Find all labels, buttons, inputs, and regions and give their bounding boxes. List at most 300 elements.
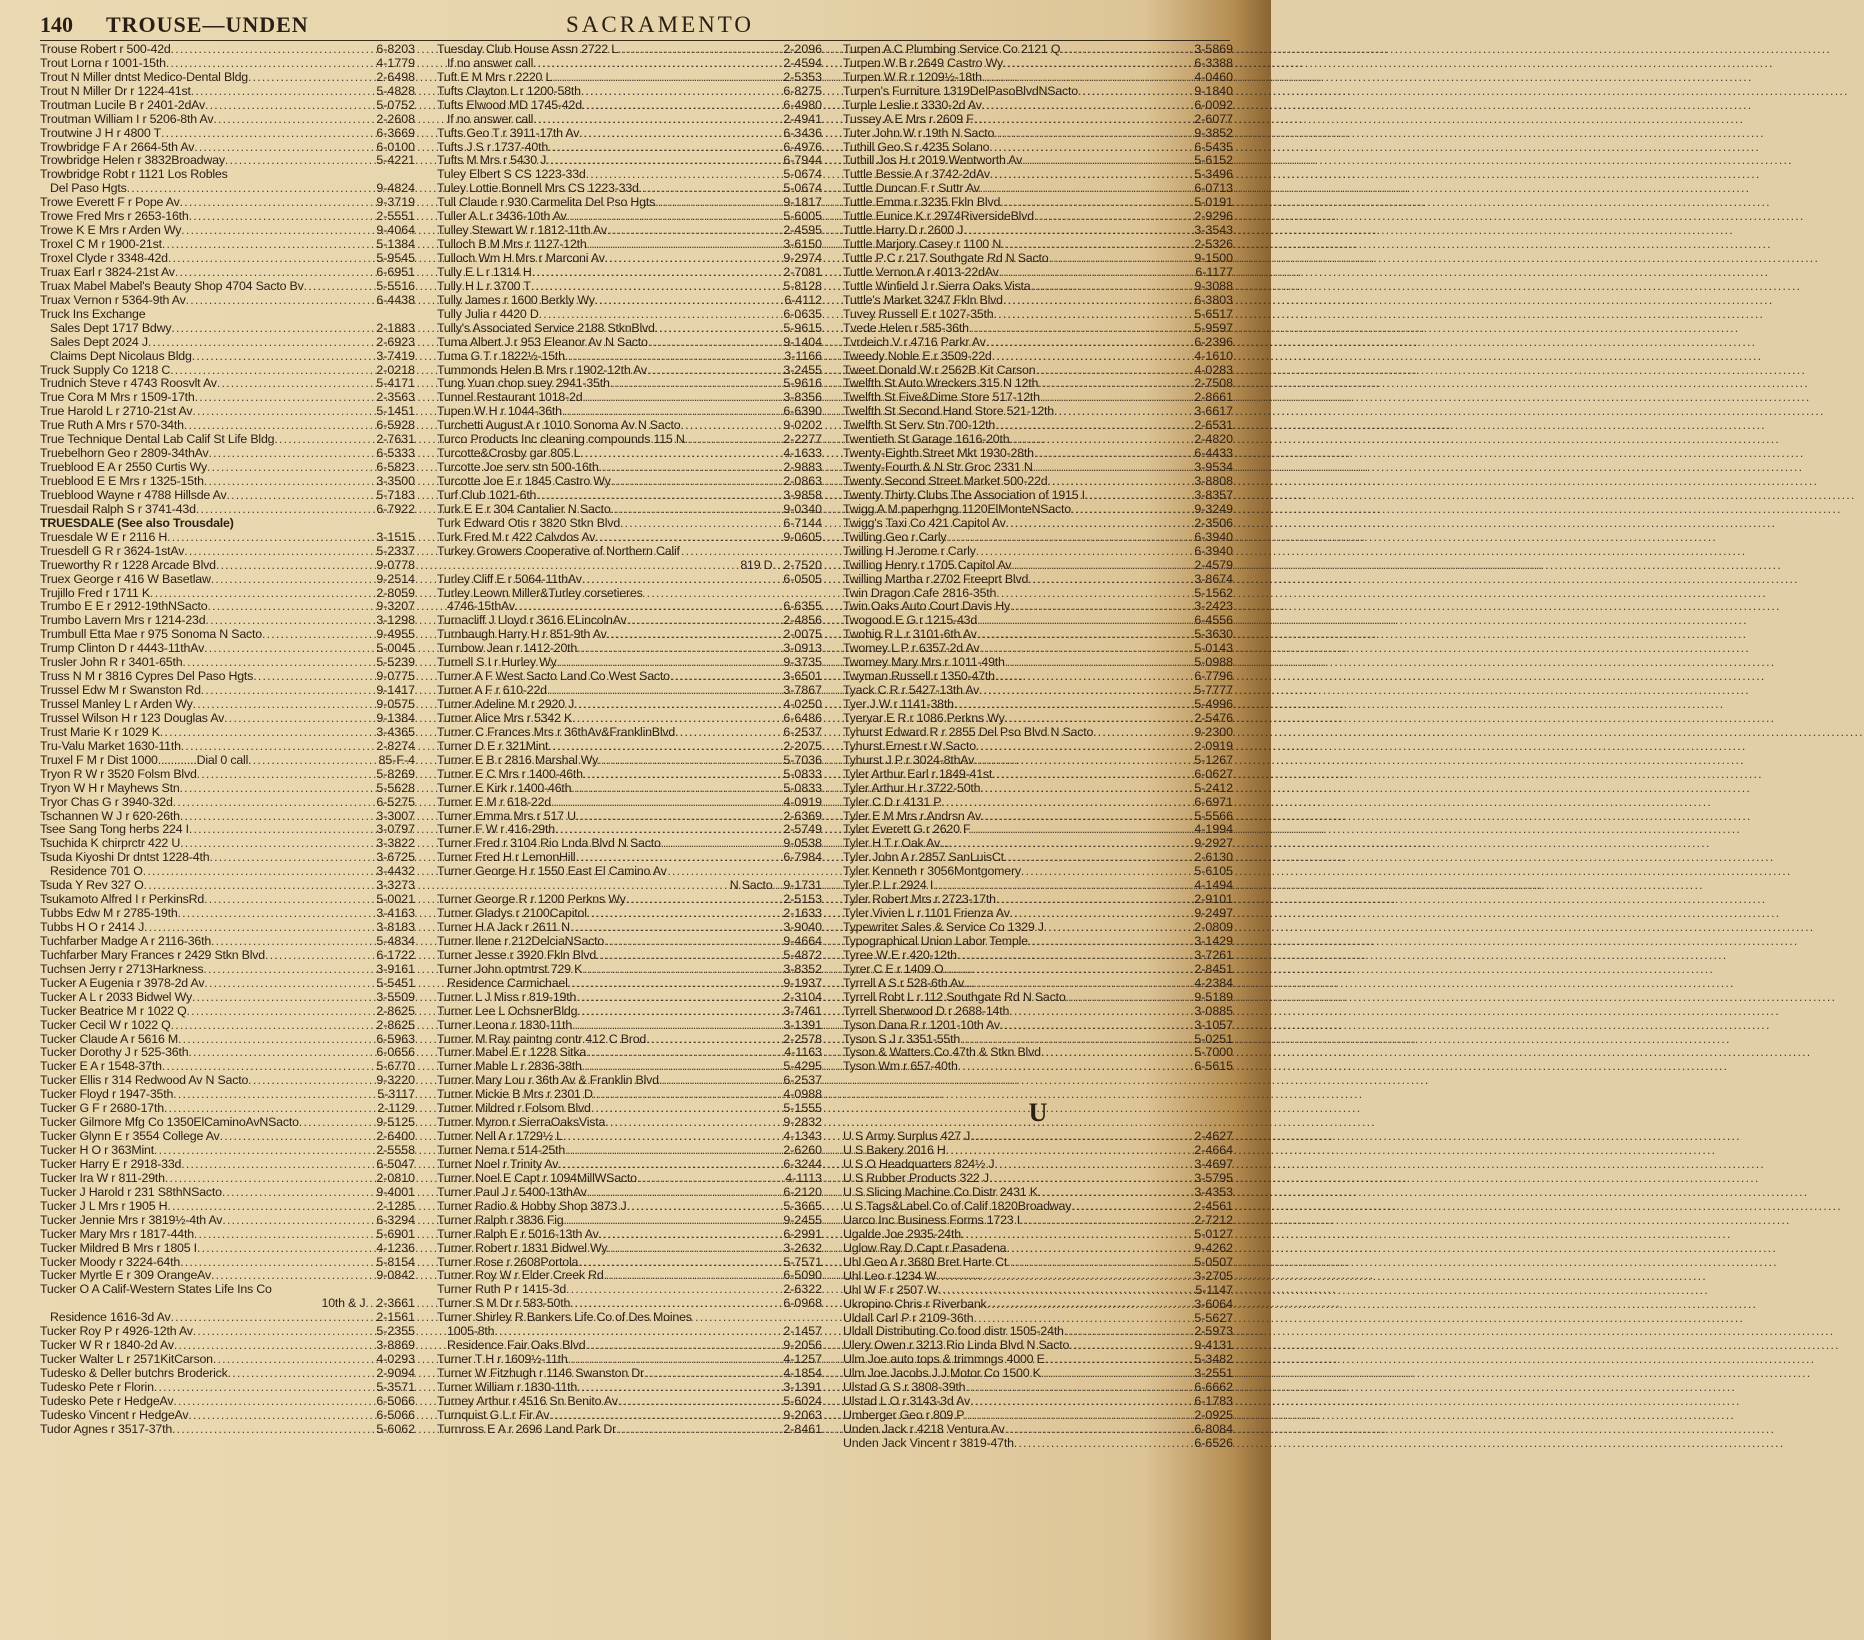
- listing-name: Ulstad L O r 3143-3d Av: [843, 1394, 970, 1409]
- phone-number: 2-5326: [1194, 237, 1233, 252]
- leader-dots: [187, 1005, 376, 1019]
- phone-number: 2-3563: [376, 390, 415, 405]
- listing-entry: [437, 684, 822, 698]
- phone-number: 5-0143: [1194, 641, 1233, 656]
- listing-entry: [40, 977, 415, 991]
- phone-number: 6-7984: [783, 850, 822, 865]
- leader-dots: [539, 308, 783, 322]
- leader-dots: [193, 698, 376, 712]
- column-2: [437, 43, 822, 1437]
- listing-name: Tryon R W r 3520 Folsm Blvd: [40, 766, 197, 781]
- listing-name: Tufts J S r 1737-40th: [437, 139, 549, 154]
- listing-name: Tufts Clayton L r 1200-58th: [437, 83, 581, 98]
- listing-entry: [843, 893, 1233, 907]
- listing-entry: [437, 57, 822, 71]
- listing-name: Twilling Henry r 1705 Capitol Av: [843, 557, 1012, 572]
- listing-name: Turner F W r 416-29th: [437, 822, 555, 837]
- leader-dots: [216, 559, 376, 573]
- listing-entry: [40, 322, 415, 336]
- listing-entry: [437, 378, 822, 392]
- listing-entry: [843, 336, 1233, 350]
- leader-dots: [248, 1074, 375, 1088]
- leader-dots: [661, 837, 783, 851]
- listing-name: Turnbaugh Harry H r 851-9th Av: [437, 627, 607, 642]
- phone-number: 3-8869: [376, 1338, 415, 1353]
- listing-entry: [843, 391, 1233, 405]
- listing-name: Umberger Geo r 809 P: [843, 1408, 965, 1423]
- listing-entry: [843, 824, 1233, 838]
- listing-entry: [843, 726, 1233, 740]
- leader-dots: [772, 879, 782, 893]
- leader-dots: [150, 587, 375, 601]
- phone-number: 2-2608: [376, 111, 415, 126]
- listing-name: Unden Jack r 4218 Ventura Av: [843, 1422, 1005, 1437]
- listing-name: Tyler C D r 4131 P: [843, 794, 942, 809]
- leader-dots: [996, 587, 1193, 601]
- leader-dots: [1007, 1256, 1193, 1270]
- leader-dots: [626, 1200, 782, 1214]
- leader-dots: [1014, 1437, 1194, 1451]
- listing-entry: [843, 810, 1233, 824]
- listing-entry: [843, 1186, 1233, 1200]
- listing-name: U S Bakery 2016 H: [843, 1143, 946, 1158]
- phone-number: 3-4163: [376, 906, 415, 921]
- listing-name: Tudesko Pete r HedgeAv: [40, 1393, 174, 1408]
- phone-number: 6-6355: [783, 599, 822, 614]
- leader-dots: [556, 656, 782, 670]
- listing-entry: [843, 698, 1233, 712]
- listing-entry: [437, 865, 822, 879]
- listing-name: Tucker Beatrice M r 1022 Q: [40, 1003, 187, 1018]
- listing-entry: [40, 364, 415, 378]
- listing-entry: [843, 656, 1233, 670]
- leader-dots: [973, 1312, 1193, 1326]
- phone-number: 2-1883: [376, 320, 415, 335]
- leader-dots: [555, 823, 782, 837]
- leader-dots: [213, 113, 375, 127]
- listing-entry: [40, 810, 415, 824]
- listing-entry: [437, 963, 822, 977]
- listing-entry: [40, 1158, 415, 1172]
- phone-number: 5-6770: [376, 1059, 415, 1074]
- listing-entry: [843, 1060, 1233, 1074]
- phone-number: 9-4664: [783, 933, 822, 948]
- phone-number: 6-5823: [376, 460, 415, 475]
- leader-dots: [565, 350, 784, 364]
- listing-entry: [843, 601, 1233, 615]
- listing-entry: [843, 573, 1233, 587]
- phone-number: 5-6517: [1194, 306, 1233, 321]
- listing-name: Tucker A L r 2033 Bidwel Wy: [40, 989, 192, 1004]
- listing-name: Tyack C R r 5427-13th Av: [843, 683, 980, 698]
- leader-dots: [577, 1381, 782, 1395]
- phone-number: 6-0656: [376, 1045, 415, 1060]
- leader-dots: [1022, 154, 1193, 168]
- leader-dots: [180, 782, 376, 796]
- phone-number: 5-8269: [376, 766, 415, 781]
- listing-name: Tully James r 1600 Berkly Wy: [437, 292, 595, 307]
- leader-dots: [574, 698, 782, 712]
- phone-number: 3-1515: [376, 529, 415, 544]
- listing-name: Uldall Distributing Co food distr 1505-24th: [843, 1324, 1064, 1339]
- listing-name: Turner Noel r Trinity Av: [437, 1156, 559, 1171]
- listing-name: Tucker Walter L r 2571KitCarson: [40, 1352, 213, 1367]
- leader-dots: [990, 168, 1194, 182]
- listing-entry: [843, 712, 1233, 726]
- phone-number: 5-0507: [1194, 1254, 1233, 1269]
- leader-dots: [203, 963, 375, 977]
- listing-entry: [40, 754, 415, 768]
- leader-dots: [964, 1409, 1193, 1423]
- listing-name: Turner W Fitzhugh r 1146 Swanston Dr: [437, 1366, 644, 1381]
- phone-number: 3-4353: [1194, 1185, 1233, 1200]
- listing-entry: [437, 1116, 822, 1130]
- listing-name: Trout Lorna r 1001-15th: [40, 55, 166, 70]
- phone-number: 5-8154: [376, 1254, 415, 1269]
- phone-number: 85-F-4: [378, 752, 415, 767]
- listing-name: Turner Noel E Capt r 1094MillWSacto: [437, 1170, 637, 1185]
- listing-entry: [437, 754, 822, 768]
- listing-name: Turner Ralph E r 5016-13th Av: [437, 1226, 599, 1241]
- leader-dots: [1020, 1214, 1193, 1228]
- leader-dots: [571, 782, 782, 796]
- phone-number: 3-9161: [376, 961, 415, 976]
- phone-number: 3-1391: [783, 1379, 822, 1394]
- listing-name: Trouse Robert r 500-42d: [40, 41, 171, 56]
- listing-name: Tudor Agnes r 3517-37th: [40, 1421, 173, 1436]
- listing-name: Trout N Miller Dr r 1224-41st: [40, 83, 191, 98]
- listing-entry: [40, 824, 415, 838]
- listing-entry: [437, 907, 822, 921]
- phone-number: 6-8203: [376, 41, 415, 56]
- leader-dots: [204, 977, 375, 991]
- phone-number: 3-2551: [1194, 1366, 1233, 1381]
- phone-number: 5-0752: [376, 97, 415, 112]
- phone-number: 5-2355: [376, 1324, 415, 1339]
- leader-dots: [620, 517, 782, 531]
- leader-dots: [205, 99, 375, 113]
- listing-name: Trumbull Etta Mae r 975 Sonoma N Sacto: [40, 627, 262, 642]
- listing-name: Twin Oaks Auto Court Davis Hy: [843, 599, 1011, 614]
- listing-name: Tuttle Marjory Casey r 1100 N: [843, 237, 1002, 252]
- listing-entry: [843, 1312, 1233, 1326]
- leader-dots: [627, 614, 783, 628]
- phone-number: 6-3803: [1194, 292, 1233, 307]
- leader-dots: [618, 1395, 783, 1409]
- leader-dots: [582, 99, 783, 113]
- listing-name: Tuma Albert J r 953 Eleanor Av N Sacto: [437, 334, 648, 349]
- leader-dots: [226, 489, 375, 503]
- listing-entry: [843, 740, 1233, 754]
- phone-number: 3-4432: [376, 864, 415, 879]
- leader-dots: [211, 935, 375, 949]
- listing-name: 819 D: [740, 557, 773, 572]
- listing-name: Turk Fred M r 422 Calvdos Av: [437, 529, 596, 544]
- phone-number: 9-4064: [376, 223, 415, 238]
- listing-name: Turpen W R r 1209½-18th: [843, 69, 982, 84]
- phone-number: 5-4295: [783, 1059, 822, 1074]
- listing-name: Turner Alice Mrs r 5342 K: [437, 710, 573, 725]
- phone-number: 4-1236: [376, 1240, 415, 1255]
- listing-entry: [843, 155, 1233, 169]
- leader-dots: [582, 573, 783, 587]
- listing-entry: [40, 1005, 415, 1019]
- listing-name: Twilling Geo r Carly: [843, 529, 947, 544]
- listing-name: Tru-Valu Market 1630-11th: [40, 738, 181, 753]
- leader-dots: [577, 1005, 782, 1019]
- listing-entry: [437, 796, 822, 810]
- listing-name: Turcotte Joe E r 1845 Castro Wy: [437, 474, 611, 489]
- leader-dots: [943, 963, 1193, 977]
- listing-entry: [437, 768, 822, 782]
- listing-entry: [843, 1047, 1233, 1061]
- listing-name: Turley Leown Miller&Turley corsetieres: [437, 585, 643, 600]
- listing-name: Turley Cliff E r 5064-11thAv: [437, 571, 582, 586]
- leader-dots: [982, 99, 1194, 113]
- leader-dots: [182, 656, 375, 670]
- phone-number: 9-3852: [1194, 125, 1233, 140]
- listing-name: Tyler Everett G r 2620 F: [843, 822, 971, 837]
- listing-name: Tyrrell A S r 528-6th Av: [843, 975, 965, 990]
- leader-dots: [570, 921, 782, 935]
- listing-name: Tucker Cecil W r 1022 Q: [40, 1017, 171, 1032]
- leader-dots: [180, 196, 376, 210]
- listing-name: Tuvey Russell E r 1027-35th: [843, 306, 994, 321]
- leader-dots: [213, 1353, 376, 1367]
- listing-entry: [843, 364, 1233, 378]
- leader-dots: [599, 461, 783, 475]
- listing-entry: [40, 113, 415, 127]
- listing-entry: [40, 740, 415, 754]
- listing-name: Turnell S I r Hurley Wy: [437, 655, 557, 670]
- leader-dots: [940, 837, 1193, 851]
- listing-name: Tweedy Noble E r 3509-22d: [843, 348, 992, 363]
- leader-dots: [593, 1088, 783, 1102]
- listing-entry: [437, 252, 822, 266]
- listing-entry: [437, 168, 822, 182]
- listing-name: 10th & J: [321, 1296, 366, 1311]
- listing-name: Tuchsen Jerry r 2713Harkness: [40, 961, 204, 976]
- leader-dots: [605, 252, 783, 266]
- listing-entry: [437, 851, 822, 865]
- listing-entry: [437, 155, 822, 169]
- leader-dots: [579, 127, 782, 141]
- listing-entry: [843, 768, 1233, 782]
- leader-dots: [960, 1033, 1193, 1047]
- listing-entry: [843, 921, 1233, 935]
- listing-entry: [437, 1325, 822, 1339]
- phone-number: 3-2455: [783, 362, 822, 377]
- phone-number: 9-1731: [783, 878, 822, 893]
- listing-entry: [437, 712, 822, 726]
- leader-dots: [1011, 559, 1193, 573]
- phone-number: 9-2455: [783, 1212, 822, 1227]
- phone-number: 6-5066: [376, 1393, 415, 1408]
- phone-number: 2-2277: [783, 432, 822, 447]
- listing-entry: [40, 336, 415, 350]
- phone-number: 9-1840: [1194, 83, 1233, 98]
- listing-name: Truax Vernon r 5364-9th Av: [40, 292, 186, 307]
- phone-number: 2-0863: [783, 474, 822, 489]
- phone-number: 6-3669: [376, 125, 415, 140]
- listing-entry: [437, 670, 822, 684]
- phone-number: 5-5628: [376, 780, 415, 795]
- leader-dots: [616, 1423, 782, 1437]
- listing-name: Turpen W B r 2649 Castro Wy: [843, 55, 1003, 70]
- phone-number: 2-4579: [1194, 557, 1233, 572]
- phone-number: 3-2632: [783, 1240, 822, 1255]
- listing-entry: [40, 656, 415, 670]
- listing-name: Twomey L P r 6357-2d Av: [843, 641, 980, 656]
- listing-name: Turner Roy W r Elder Creek Rd: [437, 1268, 604, 1283]
- phone-number: 5-0191: [1194, 195, 1233, 210]
- phone-number: 2-0075: [783, 627, 822, 642]
- listing-name: Turner Mickie B Mrs r 2301 D: [437, 1087, 593, 1102]
- phone-number: 5-4221: [376, 153, 415, 168]
- listing-name: Tschannen W J r 620-26th: [40, 808, 180, 823]
- leader-dots: [532, 266, 783, 280]
- leader-dots: [655, 196, 782, 210]
- phone-number: 3-1391: [783, 1017, 822, 1032]
- listing-name: Tyson S J r 3351-55th: [843, 1031, 961, 1046]
- leader-dots: [577, 642, 782, 656]
- leader-dots: [954, 698, 1194, 712]
- listing-name: Del Paso Hgts: [50, 181, 127, 196]
- listing-entry: [843, 182, 1233, 196]
- listing-name: Tsuchida K chirprctr 422 U: [40, 836, 181, 851]
- leader-dots: [1048, 252, 1193, 266]
- listing-entry: [843, 71, 1233, 85]
- phone-number: 3-4365: [376, 724, 415, 739]
- listing-name: Turner William r 1830-11th: [437, 1379, 578, 1394]
- leader-dots: [248, 754, 377, 768]
- listing-entry: [40, 433, 415, 447]
- listing-name: Tyler E M Mrs r Andrsn Av: [843, 808, 981, 823]
- listing-name: Tuchfarber Mary Frances r 2429 Stkn Blvd: [40, 947, 265, 962]
- listing-entry: [843, 977, 1233, 991]
- phone-number: 2-4594: [783, 55, 822, 70]
- phone-number: 3-7867: [783, 683, 822, 698]
- leader-dots: [197, 768, 376, 782]
- listing-name: Tyree W E r 420-12th: [843, 947, 957, 962]
- phone-number: 6-5963: [376, 1031, 415, 1046]
- listing-entry: [843, 294, 1233, 308]
- listing-name: Turner Myron r SierraOaksVista: [437, 1115, 606, 1130]
- phone-number: 9-1500: [1194, 251, 1233, 266]
- listing-name: Turner S M Dr r 583-50th: [437, 1296, 571, 1311]
- phone-number: 6-5928: [376, 418, 415, 433]
- phone-number: 9-0202: [783, 418, 822, 433]
- phone-number: 6-5066: [376, 1407, 415, 1422]
- leader-dots: [994, 1158, 1193, 1172]
- listing-name: Trueworthy R r 1228 Arcade Blvd: [40, 557, 216, 572]
- leader-dots: [1069, 1339, 1193, 1353]
- listing-name: Turner E B r 2816 Marshal Wy: [437, 752, 599, 767]
- listing-entry: [437, 141, 822, 155]
- phone-number: 2-4856: [783, 613, 822, 628]
- listing-entry: [437, 1270, 822, 1284]
- listing-entry: [40, 1033, 415, 1047]
- listing-entry: [843, 419, 1233, 433]
- phone-number: 2-6322: [783, 1282, 822, 1297]
- listing-entry: [437, 656, 822, 670]
- listing-entry: [843, 280, 1233, 294]
- listing-entry: [40, 559, 415, 573]
- phone-number: 9-0605: [783, 529, 822, 544]
- phone-number: 6-8084: [1194, 1422, 1233, 1437]
- listing-entry: [843, 1326, 1233, 1340]
- listing-name: Trumbo Lavern Mrs r 1214-23d: [40, 613, 206, 628]
- leader-dots: [165, 1172, 376, 1186]
- phone-number: 2-6130: [1194, 850, 1233, 865]
- phone-number: 2-7081: [783, 264, 822, 279]
- leader-dots: [582, 1060, 783, 1074]
- listing-name: Turner Nema r 514-25th: [437, 1143, 566, 1158]
- phone-number: 4-0283: [1194, 362, 1233, 377]
- listing-name: Truesdale W E r 2116 H: [40, 529, 168, 544]
- leader-dots: [225, 154, 376, 168]
- listing-entry: [843, 865, 1233, 879]
- leader-dots: [180, 1256, 375, 1270]
- leader-dots: [974, 113, 1194, 127]
- phone-number: 3-6725: [376, 850, 415, 865]
- leader-dots: [548, 141, 782, 155]
- listing-name: Tulley Stewart W r 1812-11th Av: [437, 223, 607, 238]
- listing-name: Tuttle Harry D r 2600 J: [843, 223, 964, 238]
- listing-entry: [437, 196, 822, 210]
- phone-number: 3-0885: [1194, 1003, 1233, 1018]
- leader-dots: [595, 531, 782, 545]
- leader-dots: [964, 977, 1193, 991]
- listing-name: Tyler P L r 2924 I: [843, 878, 934, 893]
- leader-dots: [1060, 43, 1193, 57]
- phone-number: 6-7144: [783, 515, 822, 530]
- phone-number: 9-0575: [376, 697, 415, 712]
- phone-number: 2-1561: [376, 1310, 415, 1325]
- leader-dots: [1001, 238, 1193, 252]
- listing-entry: [437, 1353, 822, 1367]
- leader-dots: [173, 1395, 375, 1409]
- phone-number: 9-5189: [1194, 989, 1233, 1004]
- phone-number: 6-4556: [1194, 613, 1233, 628]
- leader-dots: [171, 43, 376, 57]
- listing-entry: [437, 391, 822, 405]
- listing-name: Tuthill Jos H r 2019 Wentworth Av: [843, 153, 1023, 168]
- listing-name: Tucker H O r 363Mint: [40, 1143, 154, 1158]
- phone-number: 6-4112: [784, 292, 822, 307]
- listing-name: Twilling H Jerome r Carly: [843, 543, 976, 558]
- phone-number: 2-6077: [1194, 111, 1233, 126]
- leader-dots: [1064, 1325, 1194, 1339]
- phone-number: 9-2927: [1194, 836, 1233, 851]
- listing-name: Tussey A E Mrs r 2609 F: [843, 111, 974, 126]
- listing-name: Tufts Elwood MD 1745-42d: [437, 97, 582, 112]
- listing-entry: [437, 1088, 822, 1102]
- phone-number: 5-6152: [1194, 153, 1233, 168]
- phone-number: 6-5333: [376, 446, 415, 461]
- leader-dots: [178, 1033, 375, 1047]
- listing-entry: [437, 573, 822, 587]
- phone-number: 9-3088: [1194, 278, 1233, 293]
- listing-name: Typographical Union Labor Temple: [843, 933, 1028, 948]
- listing-entry: [437, 113, 822, 127]
- phone-number: 4-2384: [1194, 975, 1233, 990]
- listing-entry: [843, 461, 1233, 475]
- listing-name: Twilling Martha r 2702 Freeprt Blvd: [843, 571, 1029, 586]
- phone-number: 5-7036: [783, 752, 822, 767]
- listing-entry: [843, 907, 1233, 921]
- listing-entry: [437, 266, 822, 280]
